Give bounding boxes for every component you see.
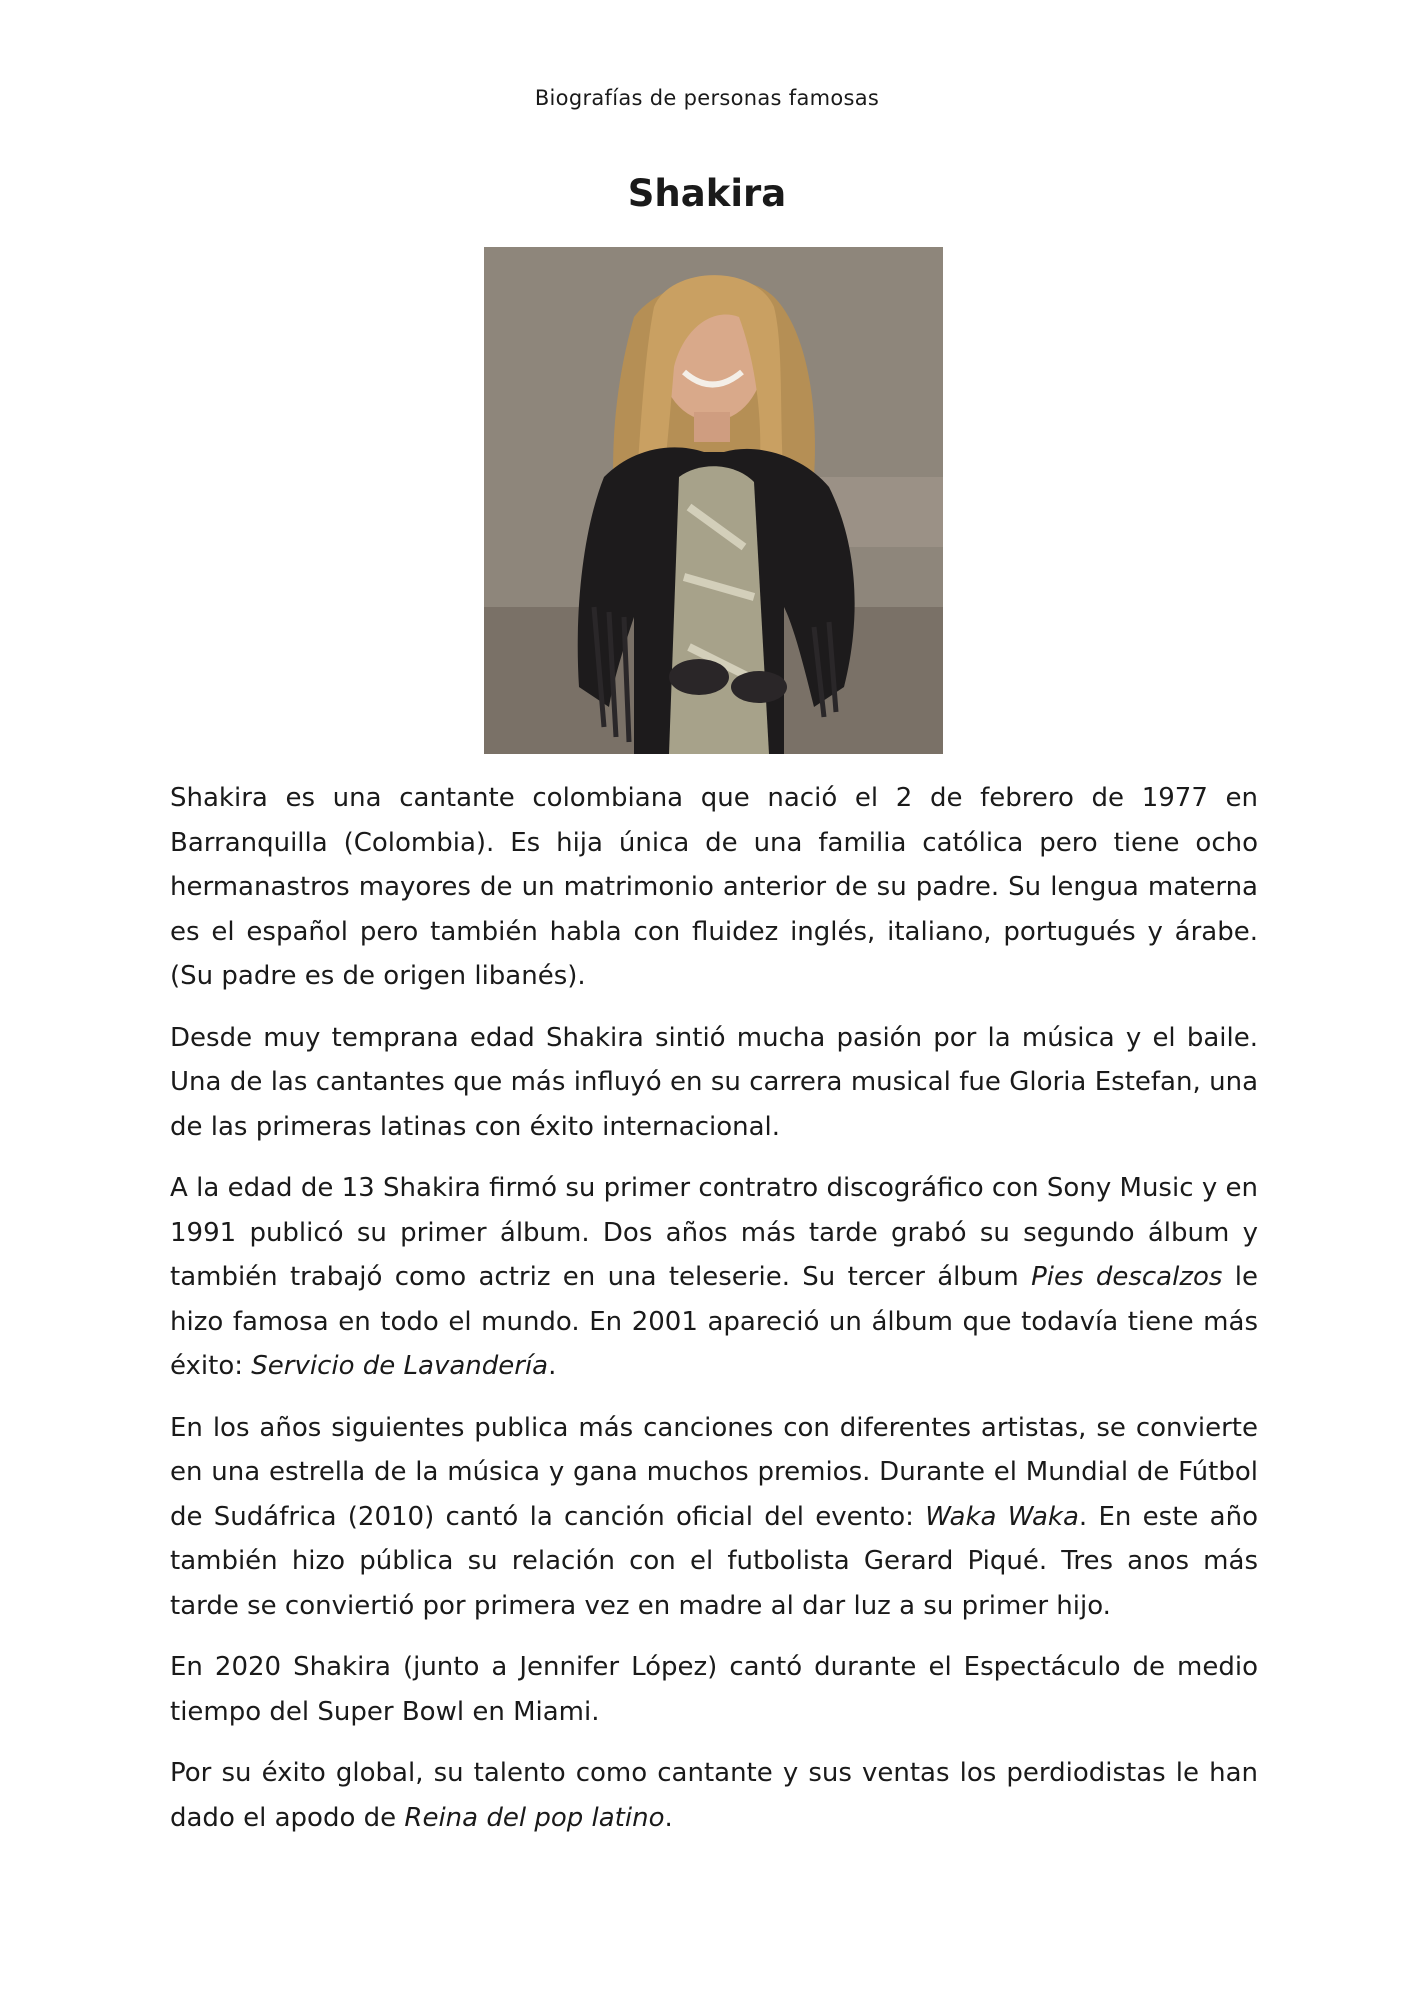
italic-title: Servicio de Lavandería [251, 1351, 549, 1381]
paragraph [170, 1016, 1258, 1150]
paragraph [170, 776, 1258, 999]
text-run: Desde muy temprana edad Shakira sintió mucha pasión por la música y el baile. Una de las cantantes que más influyó en su carrera musical fue Gloria Estefan, una de las primeras latinas con éxito internacional. [170, 1022, 1258, 1142]
text-run: . En este año también hizo pública su relación con el futbolista Gerard Piqué. Tres anos más tarde se conviertió por primera vez en madre al dar luz a su primer hijo. [170, 1501, 1258, 1621]
paragraph [170, 1166, 1258, 1389]
text-run: En 2020 Shakira (junto a Jennifer López) cantó durante el Espectáculo de medio tiempo del Super Bowl en Miami. [170, 1652, 1258, 1727]
text-run: le hizo famosa en todo el mundo. En 2001 apareció un álbum que todavía tiene más éxito: [170, 1262, 1259, 1381]
text-run: Por su éxito global, su talento como cantante y sus ventas los perdiodistas le han dado el apodo de [170, 1758, 1258, 1833]
paragraph [170, 1406, 1258, 1629]
text-run: . [548, 1351, 557, 1381]
biography-text [170, 776, 1258, 1857]
text-run: . [664, 1802, 673, 1833]
text-run: Shakira es una cantante colombiana que nació el 2 de febrero de 1977 en Barranquilla (Colombia). Es hija única de una familia católica pero tiene ocho hermanastros mayores de un matrimonio anterior de su padre. Su lengua materna es el español pero también habla con fluidez inglés, italiano, portugués y árabe. (Su padre es de origen libanés). [170, 783, 1258, 991]
paragraph [170, 1645, 1258, 1734]
page-title: Shakira [627, 172, 787, 215]
paragraph [170, 1751, 1258, 1840]
portrait-photo [484, 247, 943, 754]
running-header: Biografías de personas famosas [534, 86, 880, 110]
italic-title: Waka Waka [925, 1501, 1079, 1532]
italic-title: Pies descalzos [1031, 1262, 1223, 1292]
italic-title: Reina del pop latino [404, 1802, 665, 1833]
text-run: A la edad de 13 Shakira firmó su primer contratro discográfico con Sony Music y en 1991 publicó su primer álbum. Dos años más tarde grabó su segundo álbum y también trabajó como actriz en una teleserie. Su tercer álbum [170, 1173, 1258, 1292]
text-run: En los años siguientes publica más canciones con diferentes artistas, se convierte en una estrella de la música y gana muchos premios. Durante el Mundial de Fútbol de Sudáfrica (2010) cantó la canción oficial del evento: [170, 1412, 1258, 1532]
